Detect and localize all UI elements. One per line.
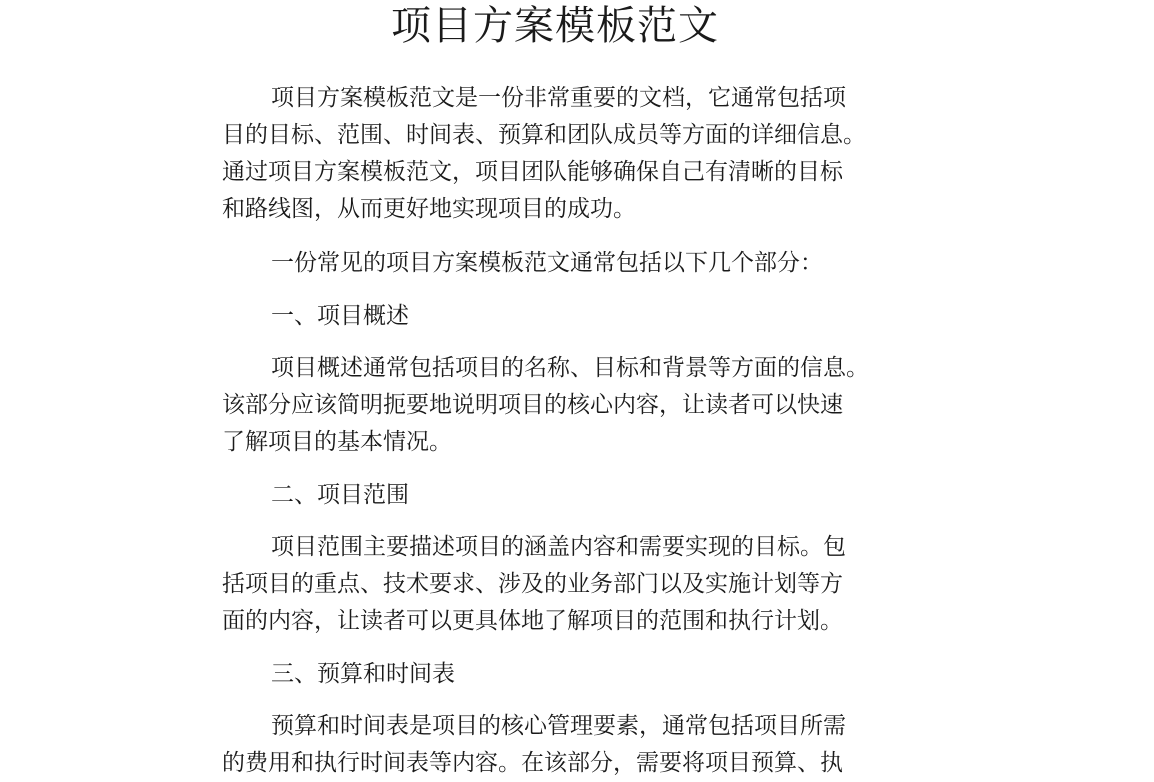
paragraph-line: 一份常见的项目方案模板范文通常包括以下几个部分： bbox=[271, 250, 823, 276]
paragraph-line: 通过项目方案模板范文，项目团队能够确保自己有清晰的目标 bbox=[222, 159, 843, 185]
heading-text: 三、预算和时间表 bbox=[271, 661, 455, 687]
paragraph-budget bbox=[222, 708, 922, 782]
paragraph-line: 和路线图，从而更好地实现项目的成功。 bbox=[222, 196, 636, 222]
paragraph-line: 面的内容，让读者可以更具体地了解项目的范围和执行计划。 bbox=[222, 608, 843, 634]
heading-text: 二、项目范围 bbox=[271, 482, 409, 508]
paragraph-line: 了解项目的基本情况。 bbox=[222, 429, 452, 455]
heading-text: 一、项目概述 bbox=[271, 303, 409, 329]
paragraph-overview bbox=[222, 350, 922, 461]
section-heading-overview bbox=[222, 298, 922, 335]
paragraph-line: 目的目标、范围、时间表、预算和团队成员等方面的详细信息。 bbox=[222, 122, 866, 148]
section-heading-budget bbox=[222, 656, 922, 693]
paragraph-line: 预算和时间表是项目的核心管理要素，通常包括项目所需 bbox=[271, 713, 846, 739]
paragraph-line: 的费用和执行时间表等内容。在该部分，需要将项目预算、执 bbox=[222, 750, 843, 776]
paragraph-scope bbox=[222, 529, 922, 640]
paragraph-line: 括项目的重点、技术要求、涉及的业务部门以及实施计划等方 bbox=[222, 571, 843, 597]
paragraph-line: 项目范围主要描述项目的涵盖内容和需要实现的目标。包 bbox=[271, 534, 846, 560]
paragraph-line: 该部分应该简明扼要地说明项目的核心内容，让读者可以快速 bbox=[222, 392, 843, 418]
paragraph-line: 项目概述通常包括项目的名称、目标和背景等方面的信息。 bbox=[271, 355, 869, 381]
document-title: 项目方案模板范文 bbox=[391, 3, 719, 49]
paragraph-intro bbox=[222, 80, 922, 228]
section-heading-scope bbox=[222, 477, 922, 514]
paragraph-line: 项目方案模板范文是一份非常重要的文档，它通常包括项 bbox=[271, 85, 846, 111]
paragraph-parts-intro bbox=[222, 245, 922, 282]
